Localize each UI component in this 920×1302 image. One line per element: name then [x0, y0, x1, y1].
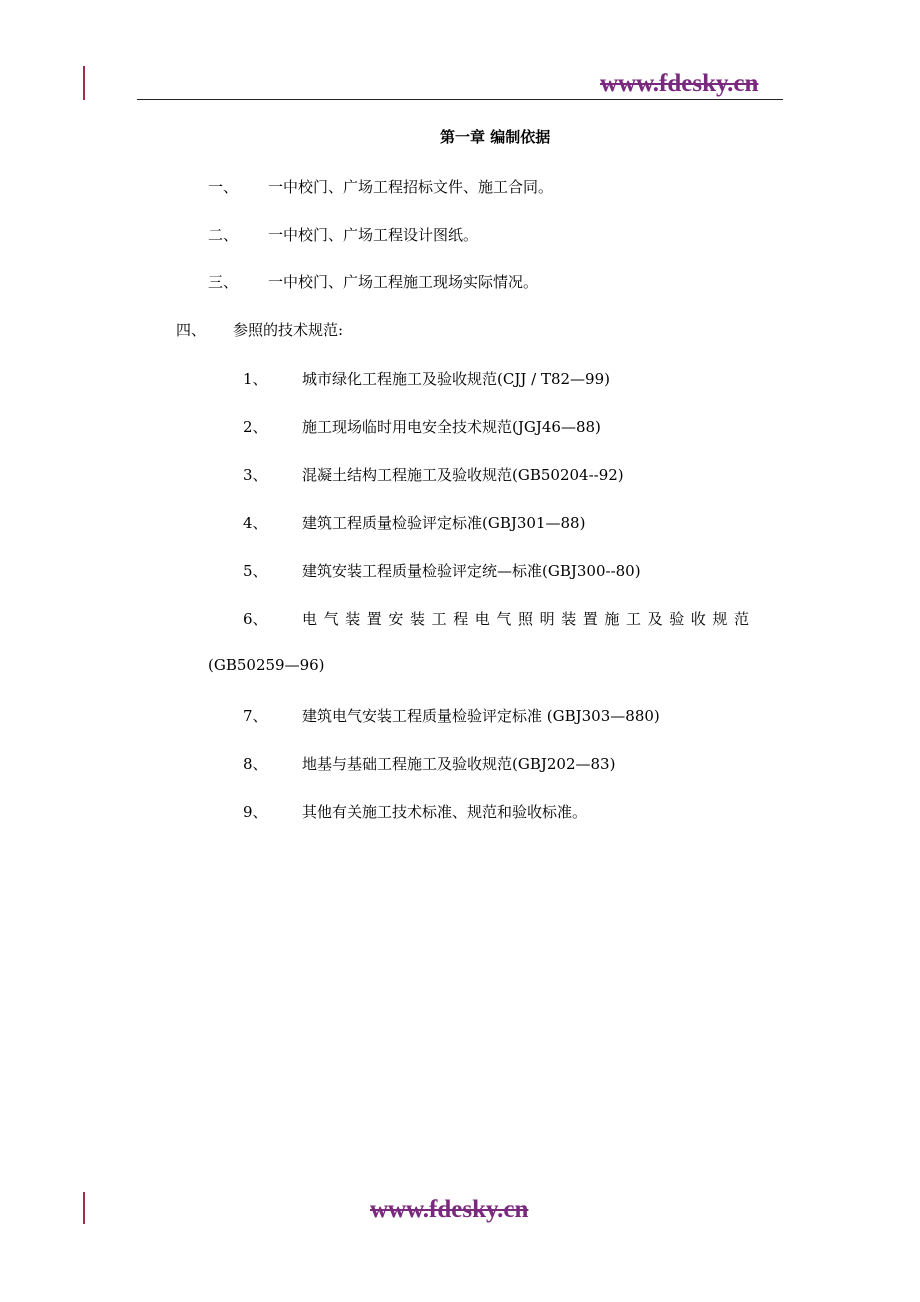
- section-4-num: 四、: [176, 321, 207, 339]
- section-3-num: 三、: [208, 273, 239, 291]
- header-rule: [137, 99, 783, 100]
- section-3-text: 一中校门、广场工程施工现场实际情况。: [268, 273, 539, 291]
- standard-6-num: 6、: [243, 610, 268, 628]
- standard-3-num: 3、: [243, 466, 268, 484]
- standard-1-text: 城市绿化工程施工及验收规范(CJJ / T82—99): [302, 370, 610, 388]
- standard-6-continuation: (GB50259—96): [208, 656, 325, 674]
- standard-2-num: 2、: [243, 418, 268, 436]
- section-4-text: 参照的技术规范:: [233, 321, 344, 339]
- standard-7-text: 建筑电气安装工程质量检验评定标准 (GBJ303—880): [302, 707, 660, 725]
- header-site-link[interactable]: www.fdesky.cn: [600, 70, 759, 97]
- standard-6-text: 电气装置安装工程电气照明装置施工及验收规范: [302, 610, 756, 628]
- footer-margin-mark: [83, 1192, 85, 1224]
- standard-8-num: 8、: [243, 755, 268, 773]
- section-1-num: 一、: [208, 178, 239, 196]
- standard-9-num: 9、: [243, 803, 268, 821]
- standard-7-num: 7、: [243, 707, 268, 725]
- standard-1-num: 1、: [243, 370, 268, 388]
- header-margin-mark: [83, 66, 85, 100]
- standard-4-num: 4、: [243, 514, 268, 532]
- section-2-text: 一中校门、广场工程设计图纸。: [268, 226, 479, 244]
- standard-8-text: 地基与基础工程施工及验收规范(GBJ202—83): [302, 755, 616, 773]
- standard-4-text: 建筑工程质量检验评定标准(GBJ301—88): [302, 514, 586, 532]
- standard-5-num: 5、: [243, 562, 268, 580]
- footer-site-link[interactable]: www.fdesky.cn: [370, 1196, 529, 1223]
- standard-2-text: 施工现场临时用电安全技术规范(JGJ46—88): [302, 418, 601, 436]
- standard-5-text: 建筑安装工程质量检验评定统—标准(GBJ300--80): [302, 562, 641, 580]
- section-1-text: 一中校门、广场工程招标文件、施工合同。: [268, 178, 554, 196]
- standard-9-text: 其他有关施工技术标准、规范和验收标准。: [302, 803, 588, 821]
- standard-3-text: 混凝土结构工程施工及验收规范(GB50204--92): [302, 466, 624, 484]
- section-2-num: 二、: [208, 226, 239, 244]
- chapter-title: 第一章 编制依据: [440, 128, 551, 146]
